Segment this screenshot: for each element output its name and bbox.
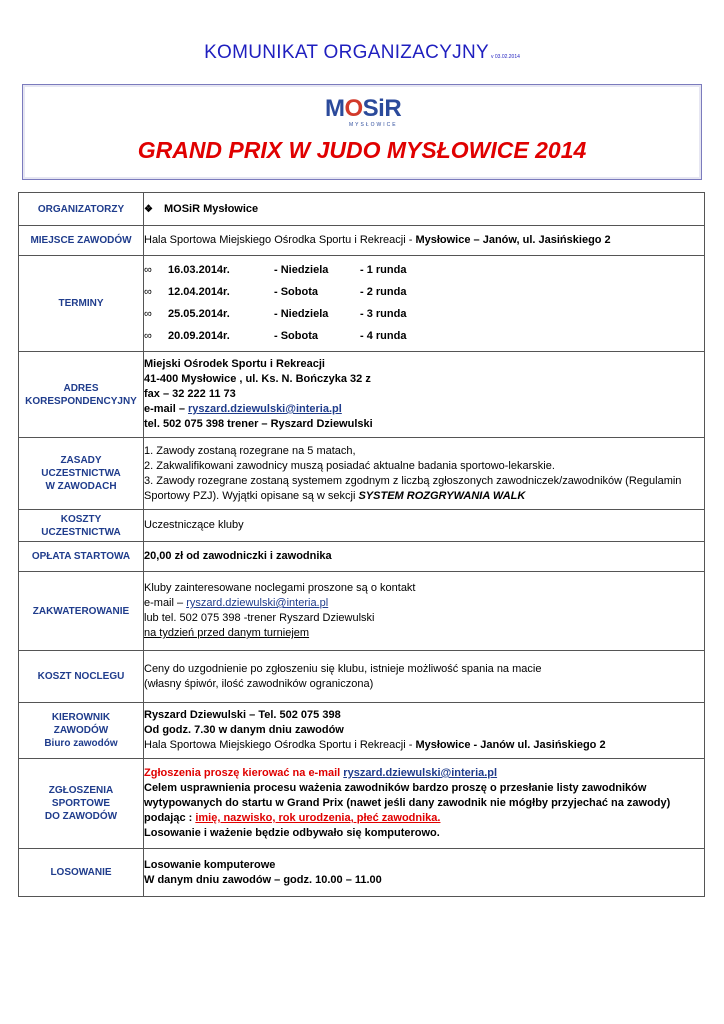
- row-losowanie: LOSOWANIE Losowanie komputerowe W danym dniu zawodów – godz. 10.00 – 11.00: [19, 849, 705, 897]
- row-zgloszenia: ZGŁOSZENIA SPORTOWE DO ZAWODÓW Zgłoszenia proszę kierować na e-mail ryszard.dziewulski@interia.pl Celem usprawnienia procesu ważenia zawodników bardzo proszę o przesłanie listy zawodników wytypowanych do startu w Grand Prix (nawet jeśli dany zawodnik nie mógłby przyjechać na zawody) podając : imię, nazwisko, rok urodzenia, płeć zawodnika. Losowanie i ważenie będzie odbywało się komputerowo.: [19, 759, 705, 849]
- term-item: ∞ 12.04.2014r. - Sobota - 2 runda: [144, 286, 407, 298]
- row-miejsce: [19, 226, 705, 256]
- logo-letter-o: O: [344, 95, 363, 122]
- row-koszt-noclegu: KOSZT NOCLEGU Ceny do uzgodnienie po zgłoszeniu się klubu, istnieje możliwość spania na macie (własny śpiwór, ilość zawodników ograniczona): [19, 651, 705, 703]
- value-oplata: 20,00 zł od zawodniczki i zawodnika: [144, 542, 705, 572]
- row-zakwaterowanie: ZAKWATEROWANIE Kluby zainteresowane noclegami proszone są o kontakt e-mail – ryszard.dziewulski@interia.pl lub tel. 502 075 398 -trener Ryszard Dziewulski na tydzień przed danym turniejem: [19, 572, 705, 651]
- infinity-bullet-icon: ∞: [144, 264, 152, 276]
- header-title: KOMUNIKAT ORGANIZACYJNY: [204, 42, 489, 63]
- label-losowanie: LOSOWANIE: [19, 849, 144, 897]
- logo-subtitle: MYSŁOWICE: [349, 122, 398, 128]
- row-zasady: ZASADY UCZESTNICTWA W ZAWODACH 1. Zawody zostaną rozegrane na 5 matach, 2. Zakwalifikowani zawodnicy muszą posiadać aktualne badania sportowo-lekarskie. 3. Zawody rozegrane zostaną systemem zgodnym z liczbą zgłoszonych zawodniczek/zawodników (Regulamin Sportowy PZJ). Wyjątki opisane są w sekcji SYSTEM ROZGRYWANIA WALK: [19, 438, 705, 510]
- label-organizatorzy: ORGANIZATORZY: [19, 193, 144, 226]
- row-oplata: [19, 542, 705, 572]
- value-miejsce-plain: Hala Sportowa Miejskiego Ośrodka Sportu i Rekreacji -: [144, 234, 416, 246]
- label-terminy: TERMINY: [19, 256, 144, 352]
- email-link[interactable]: ryszard.dziewulski@interia.pl: [188, 403, 342, 415]
- row-kierownik: KIEROWNIK ZAWODÓW Biuro zawodów Ryszard Dziewulski – Tel. 502 075 398 Od godz. 7.30 w danym dniu zawodów Hala Sportowa Miejskiego Ośrodka Sportu i Rekreacji - Mysłowice - Janów ul. Jasińskiego 2: [19, 703, 705, 759]
- label-zakwaterowanie: ZAKWATEROWANIE: [19, 572, 144, 651]
- logo-letters-sir: SiR: [362, 95, 402, 122]
- title-box: [22, 84, 702, 180]
- header: [0, 42, 724, 64]
- row-adres: ADRES KORESPONDENCYJNY Miejski Ośrodek Sportu i Rekreacji 41-400 Mysłowice , ul. Ks. N. Bończyka 32 z fax – 32 222 11 73 e-mail – ryszard.dziewulski@interia.pl tel. 502 075 398 trener – Ryszard Dziewulski: [19, 352, 705, 438]
- diamond-bullet-icon: ❖: [144, 203, 153, 215]
- value-organizatorzy: MOSiR Mysłowice: [164, 202, 259, 215]
- value-miejsce-bold: Mysłowice – Janów, ul. Jasińskiego 2: [415, 234, 611, 246]
- row-koszty: [19, 510, 705, 542]
- term-item: ∞ 20.09.2014r. - Sobota - 4 runda: [144, 330, 407, 342]
- label-miejsce: MIEJSCE ZAWODÓW: [19, 226, 144, 256]
- label-zasady: ZASADY UCZESTNICTWA W ZAWODACH: [19, 438, 144, 510]
- label-koszty: KOSZTY UCZESTNICTWA: [19, 510, 144, 542]
- value-koszty: Uczestniczące kluby: [144, 510, 705, 542]
- label-adres: ADRES KORESPONDENCYJNY: [19, 352, 144, 438]
- label-zgloszenia: ZGŁOSZENIA SPORTOWE DO ZAWODÓW: [19, 759, 144, 849]
- main-title: GRAND PRIX W JUDO MYSŁOWICE 2014: [137, 137, 587, 163]
- logo-letter-m: M: [325, 95, 345, 122]
- label-kierownik: KIEROWNIK ZAWODÓW Biuro zawodów: [19, 703, 144, 759]
- header-version: v 03.02.2014: [490, 54, 520, 60]
- mosir-logo: [319, 97, 429, 129]
- info-table: [18, 192, 705, 897]
- label-koszt-noclegu: KOSZT NOCLEGU: [19, 651, 144, 703]
- term-item: ∞ 25.05.2014r. - Niedziela - 3 runda: [144, 308, 407, 320]
- email-link[interactable]: ryszard.dziewulski@interia.pl: [186, 597, 329, 609]
- row-terminy: [19, 256, 705, 352]
- infinity-bullet-icon: ∞: [144, 286, 152, 298]
- email-link[interactable]: ryszard.dziewulski@interia.pl: [343, 767, 498, 779]
- infinity-bullet-icon: ∞: [144, 308, 152, 320]
- row-organizatorzy: [19, 193, 705, 226]
- term-item: ∞ 16.03.2014r. - Niedziela - 1 runda: [144, 264, 407, 276]
- label-oplata: OPŁATA STARTOWA: [19, 542, 144, 572]
- infinity-bullet-icon: ∞: [144, 330, 152, 342]
